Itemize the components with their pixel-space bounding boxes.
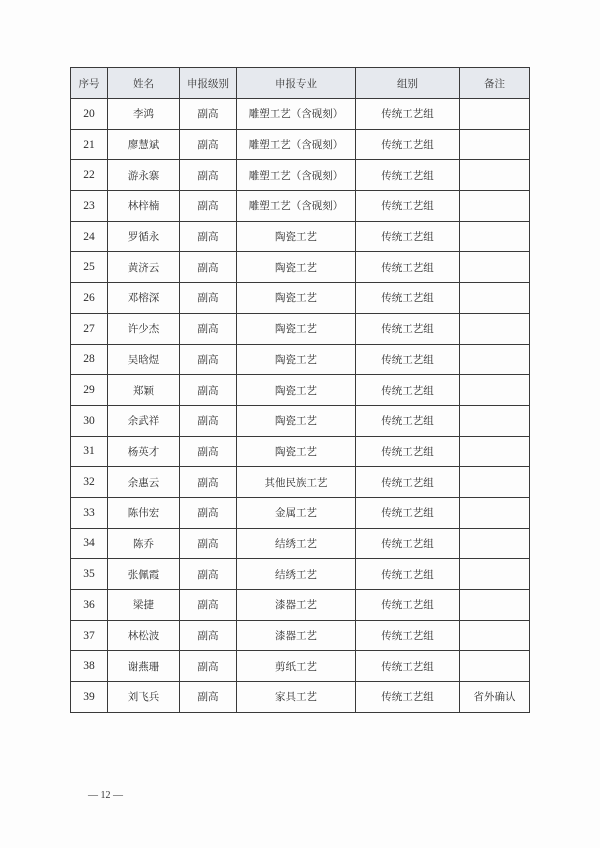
cell-note [460, 99, 530, 130]
cell-note [460, 620, 530, 651]
cell-major: 陶瓷工艺 [237, 252, 356, 283]
table-row [71, 252, 530, 283]
cell-serial-no: 31 [71, 436, 108, 467]
table-row [71, 375, 530, 406]
cell-group: 传统工艺组 [356, 528, 460, 559]
cell-name: 陈伟宏 [108, 497, 180, 528]
table-row [71, 221, 530, 252]
page-number: — 12 — [88, 790, 123, 801]
cell-major: 雕塑工艺（含砚刻） [237, 129, 356, 160]
cell-note [460, 559, 530, 590]
cell-group: 传统工艺组 [356, 129, 460, 160]
table-row [71, 590, 530, 621]
table-row [71, 436, 530, 467]
cell-level: 副高 [180, 436, 237, 467]
cell-note [460, 528, 530, 559]
cell-level: 副高 [180, 528, 237, 559]
cell-group: 传统工艺组 [356, 160, 460, 191]
cell-level: 副高 [180, 252, 237, 283]
cell-serial-no: 34 [71, 528, 108, 559]
cell-group: 传统工艺组 [356, 221, 460, 252]
cell-major: 雕塑工艺（含砚刻） [237, 191, 356, 222]
cell-note: 省外确认 [460, 682, 530, 713]
cell-group: 传统工艺组 [356, 590, 460, 621]
table-row [71, 344, 530, 375]
cell-name: 杨英才 [108, 436, 180, 467]
cell-major: 结绣工艺 [237, 528, 356, 559]
cell-name: 陈乔 [108, 528, 180, 559]
table-row [71, 497, 530, 528]
cell-level: 副高 [180, 497, 237, 528]
cell-major: 金属工艺 [237, 497, 356, 528]
cell-level: 副高 [180, 620, 237, 651]
cell-serial-no: 28 [71, 344, 108, 375]
cell-name: 余惠云 [108, 467, 180, 498]
cell-group: 传统工艺组 [356, 682, 460, 713]
cell-group: 传统工艺组 [356, 252, 460, 283]
cell-note [460, 191, 530, 222]
table-row [71, 559, 530, 590]
cell-serial-no: 32 [71, 467, 108, 498]
cell-major: 家具工艺 [237, 682, 356, 713]
cell-note [460, 129, 530, 160]
cell-level: 副高 [180, 375, 237, 406]
cell-serial-no: 39 [71, 682, 108, 713]
cell-group: 传统工艺组 [356, 99, 460, 130]
cell-level: 副高 [180, 405, 237, 436]
applicant-table [70, 67, 530, 713]
header-serial-no: 序号 [71, 68, 108, 99]
table-row [71, 99, 530, 130]
header-major: 申报专业 [237, 68, 356, 99]
cell-name: 吴晗煜 [108, 344, 180, 375]
cell-level: 副高 [180, 559, 237, 590]
cell-name: 郑颖 [108, 375, 180, 406]
table-header-row [71, 68, 530, 99]
cell-group: 传统工艺组 [356, 283, 460, 314]
cell-major: 陶瓷工艺 [237, 436, 356, 467]
cell-serial-no: 36 [71, 590, 108, 621]
cell-major: 剪纸工艺 [237, 651, 356, 682]
cell-note [460, 221, 530, 252]
table-row [71, 405, 530, 436]
cell-note [460, 252, 530, 283]
cell-serial-no: 20 [71, 99, 108, 130]
cell-group: 传统工艺组 [356, 436, 460, 467]
cell-group: 传统工艺组 [356, 620, 460, 651]
cell-level: 副高 [180, 221, 237, 252]
cell-level: 副高 [180, 682, 237, 713]
cell-note [460, 160, 530, 191]
header-level: 申报级别 [180, 68, 237, 99]
table-row [71, 160, 530, 191]
cell-group: 传统工艺组 [356, 497, 460, 528]
cell-major: 陶瓷工艺 [237, 221, 356, 252]
cell-group: 传统工艺组 [356, 559, 460, 590]
cell-level: 副高 [180, 160, 237, 191]
cell-major: 其他民族工艺 [237, 467, 356, 498]
cell-group: 传统工艺组 [356, 405, 460, 436]
table-row [71, 682, 530, 713]
cell-serial-no: 25 [71, 252, 108, 283]
cell-note [460, 651, 530, 682]
cell-group: 传统工艺组 [356, 467, 460, 498]
cell-note [460, 344, 530, 375]
cell-level: 副高 [180, 129, 237, 160]
cell-name: 谢燕珊 [108, 651, 180, 682]
cell-note [460, 436, 530, 467]
cell-name: 游永寨 [108, 160, 180, 191]
table-row [71, 528, 530, 559]
cell-name: 林梓楠 [108, 191, 180, 222]
cell-level: 副高 [180, 467, 237, 498]
cell-name: 许少杰 [108, 313, 180, 344]
cell-level: 副高 [180, 344, 237, 375]
cell-name: 罗循永 [108, 221, 180, 252]
header-group: 组别 [356, 68, 460, 99]
cell-name: 刘飞兵 [108, 682, 180, 713]
cell-serial-no: 30 [71, 405, 108, 436]
cell-group: 传统工艺组 [356, 191, 460, 222]
header-note: 备注 [460, 68, 530, 99]
header-name: 姓名 [108, 68, 180, 99]
cell-serial-no: 23 [71, 191, 108, 222]
cell-serial-no: 29 [71, 375, 108, 406]
cell-serial-no: 27 [71, 313, 108, 344]
cell-major: 漆器工艺 [237, 590, 356, 621]
cell-serial-no: 22 [71, 160, 108, 191]
cell-serial-no: 35 [71, 559, 108, 590]
cell-note [460, 405, 530, 436]
cell-note [460, 467, 530, 498]
cell-level: 副高 [180, 99, 237, 130]
cell-note [460, 283, 530, 314]
cell-major: 结绣工艺 [237, 559, 356, 590]
cell-serial-no: 24 [71, 221, 108, 252]
table-row [71, 129, 530, 160]
cell-name: 黄济云 [108, 252, 180, 283]
cell-level: 副高 [180, 283, 237, 314]
cell-group: 传统工艺组 [356, 375, 460, 406]
table-row [71, 191, 530, 222]
cell-level: 副高 [180, 590, 237, 621]
cell-note [460, 590, 530, 621]
cell-major: 漆器工艺 [237, 620, 356, 651]
cell-serial-no: 38 [71, 651, 108, 682]
cell-name: 林松波 [108, 620, 180, 651]
cell-major: 陶瓷工艺 [237, 375, 356, 406]
cell-serial-no: 21 [71, 129, 108, 160]
table-row [71, 467, 530, 498]
cell-major: 雕塑工艺（含砚刻） [237, 160, 356, 191]
cell-name: 邓榕深 [108, 283, 180, 314]
cell-level: 副高 [180, 191, 237, 222]
table-row [71, 620, 530, 651]
table-row [71, 283, 530, 314]
table-row [71, 651, 530, 682]
cell-name: 廖慧斌 [108, 129, 180, 160]
cell-serial-no: 37 [71, 620, 108, 651]
cell-group: 传统工艺组 [356, 651, 460, 682]
table-row [71, 313, 530, 344]
cell-name: 李鸿 [108, 99, 180, 130]
cell-major: 陶瓷工艺 [237, 313, 356, 344]
cell-group: 传统工艺组 [356, 313, 460, 344]
table-body [71, 99, 530, 713]
cell-serial-no: 26 [71, 283, 108, 314]
cell-level: 副高 [180, 313, 237, 344]
cell-level: 副高 [180, 651, 237, 682]
cell-note [460, 497, 530, 528]
cell-major: 陶瓷工艺 [237, 344, 356, 375]
cell-serial-no: 33 [71, 497, 108, 528]
cell-note [460, 375, 530, 406]
cell-note [460, 313, 530, 344]
cell-group: 传统工艺组 [356, 344, 460, 375]
cell-major: 雕塑工艺（含砚刻） [237, 99, 356, 130]
cell-name: 张佩霞 [108, 559, 180, 590]
cell-name: 梁捷 [108, 590, 180, 621]
cell-major: 陶瓷工艺 [237, 283, 356, 314]
cell-major: 陶瓷工艺 [237, 405, 356, 436]
cell-name: 余武祥 [108, 405, 180, 436]
